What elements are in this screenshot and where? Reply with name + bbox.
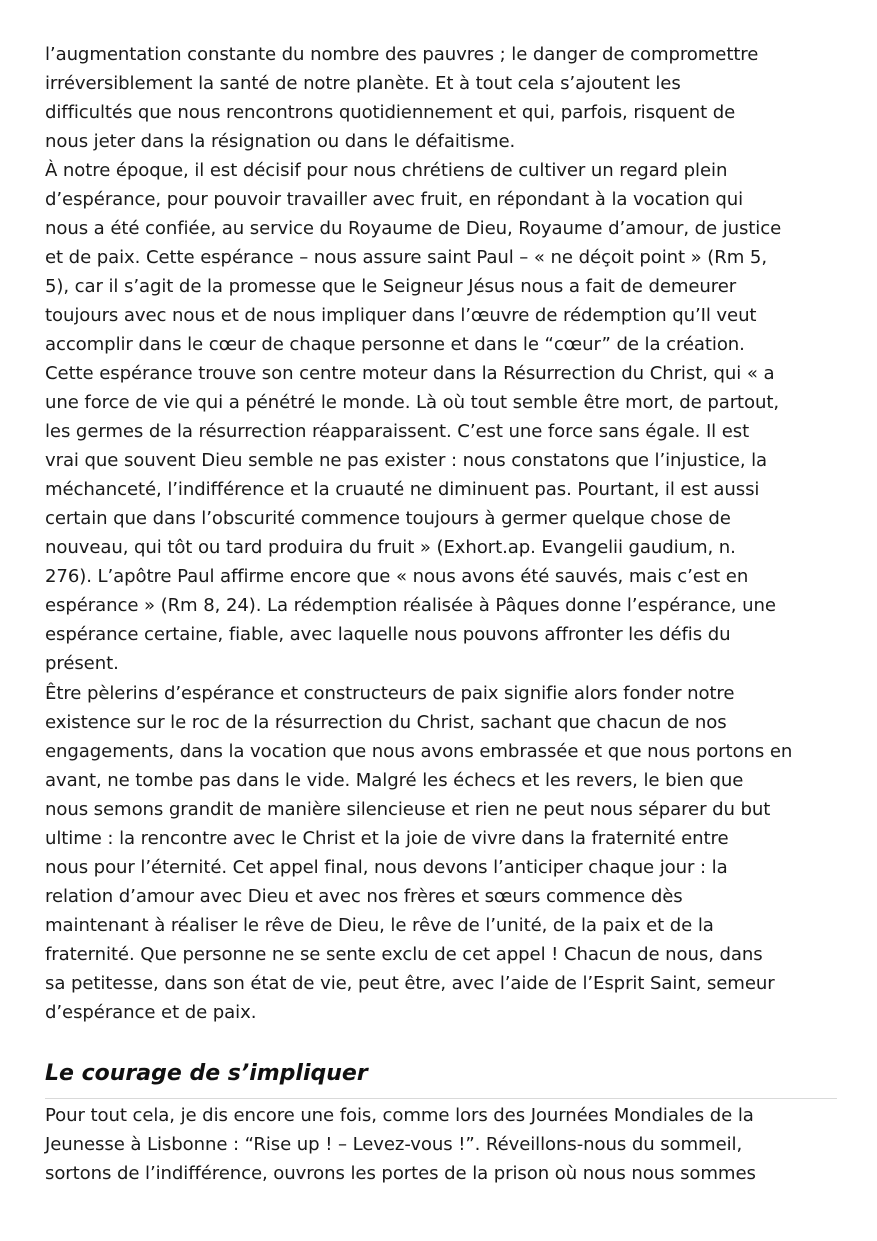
text-line: 5), car il s’agit de la promesse que le Seigneur Jésus nous a fait de demeurer bbox=[45, 276, 737, 297]
text-line: d’espérance, pour pouvoir travailler avec fruit, en répondant à la vocation qui bbox=[45, 189, 744, 210]
text-line: vrai que souvent Dieu semble ne pas exister : nous constatons que l’injustice, la bbox=[45, 450, 768, 471]
text-line: avant, ne tombe pas dans le vide. Malgré les échecs et les revers, le bien que bbox=[45, 770, 744, 791]
text-line: difficultés que nous rencontrons quotidiennement et qui, parfois, risquent de bbox=[45, 102, 736, 123]
text-line: fraternité. Que personne ne se sente exclu de cet appel ! Chacun de nous, dans bbox=[45, 944, 763, 965]
text-line: les germes de la résurrection réapparaissent. C’est une force sans égale. Il est bbox=[45, 421, 750, 442]
text-line: relation d’amour avec Dieu et avec nos frères et sœurs commence dès bbox=[45, 886, 683, 907]
text-line: accomplir dans le cœur de chaque personne et dans le “cœur” de la création. bbox=[45, 334, 745, 355]
section-heading: Le courage de s’impliquer bbox=[45, 1061, 368, 1086]
text-line: espérance » (Rm 8, 24). La rédemption réalisée à Pâques donne l’espérance, une bbox=[45, 595, 776, 616]
text-line: l’augmentation constante du nombre des pauvres ; le danger de compromettre bbox=[45, 44, 759, 65]
text-line: irréversiblement la santé de notre planète. Et à tout cela s’ajoutent les bbox=[45, 73, 681, 94]
text-line: toujours avec nous et de nous impliquer dans l’œuvre de rédemption qu’Il veut bbox=[45, 305, 757, 326]
text-line: Pour tout cela, je dis encore une fois, comme lors des Journées Mondiales de la bbox=[45, 1105, 754, 1126]
text-line: Être pèlerins d’espérance et constructeurs de paix signifie alors fonder notre bbox=[45, 683, 735, 704]
text-line: 276). L’apôtre Paul affirme encore que « nous avons été sauvés, mais c’est en bbox=[45, 566, 749, 587]
text-line: Cette espérance trouve son centre moteur dans la Résurrection du Christ, qui « a bbox=[45, 363, 775, 384]
text-line: sa petitesse, dans son état de vie, peut être, avec l’aide de l’Esprit Saint, semeur bbox=[45, 973, 775, 994]
text-line: nous a été confiée, au service du Royaume de Dieu, Royaume d’amour, de justice bbox=[45, 218, 782, 239]
section-paragraph bbox=[45, 1101, 845, 1188]
text-line: et de paix. Cette espérance – nous assure saint Paul – « ne déçoit point » (Rm 5, bbox=[45, 247, 767, 268]
text-line: une force de vie qui a pénétré le monde. Là où tout semble être mort, de partout, bbox=[45, 392, 780, 413]
text-line: À notre époque, il est décisif pour nous chrétiens de cultiver un regard plein bbox=[45, 160, 728, 181]
text-line: nous jeter dans la résignation ou dans le défaitisme. bbox=[45, 131, 516, 152]
paragraph-3 bbox=[45, 359, 845, 678]
paragraph-2 bbox=[45, 156, 845, 359]
text-line: nous pour l’éternité. Cet appel final, nous devons l’anticiper chaque jour : la bbox=[45, 857, 728, 878]
text-line: ultime : la rencontre avec le Christ et la joie de vivre dans la fraternité entre bbox=[45, 828, 729, 849]
text-line: présent. bbox=[45, 653, 119, 674]
text-line: espérance certaine, fiable, avec laquelle nous pouvons affronter les défis du bbox=[45, 624, 731, 645]
text-line: d’espérance et de paix. bbox=[45, 1002, 257, 1023]
text-line: existence sur le roc de la résurrection du Christ, sachant que chacun de nos bbox=[45, 712, 727, 733]
heading-divider bbox=[45, 1098, 837, 1099]
text-line: méchanceté, l’indifférence et la cruauté ne diminuent pas. Pourtant, il est aussi bbox=[45, 479, 760, 500]
text-line: maintenant à réaliser le rêve de Dieu, le rêve de l’unité, de la paix et de la bbox=[45, 915, 714, 936]
text-line: Jeunesse à Lisbonne : “Rise up ! – Levez-vous !”. Réveillons-nous du sommeil, bbox=[45, 1134, 743, 1155]
text-line: nous semons grandit de manière silencieuse et rien ne peut nous séparer du but bbox=[45, 799, 771, 820]
paragraph-1 bbox=[45, 40, 845, 156]
text-line: nouveau, qui tôt ou tard produira du fruit » (Exhort.ap. Evangelii gaudium, n. bbox=[45, 537, 736, 558]
paragraph-4 bbox=[45, 679, 845, 1027]
text-line: engagements, dans la vocation que nous avons embrassée et que nous portons en bbox=[45, 741, 793, 762]
text-line: sortons de l’indifférence, ouvrons les portes de la prison où nous nous sommes bbox=[45, 1163, 756, 1184]
text-line: certain que dans l’obscurité commence toujours à germer quelque chose de bbox=[45, 508, 731, 529]
